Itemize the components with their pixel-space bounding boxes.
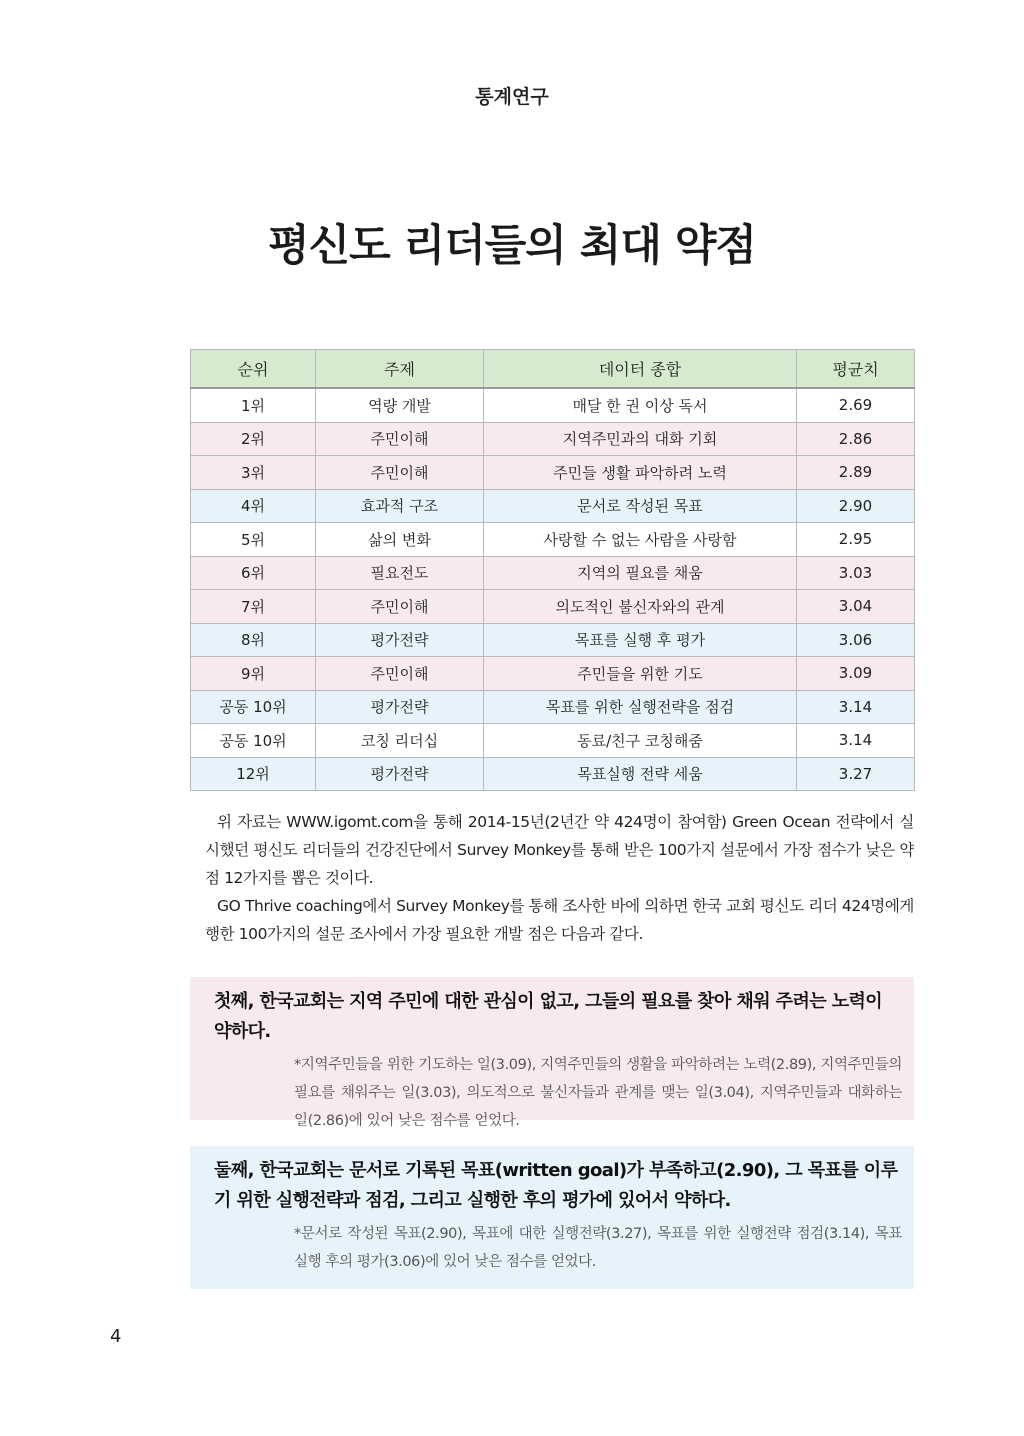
topic-cell: 주민이해 <box>316 422 484 456</box>
summary-cell: 목표실행 전략 세움 <box>484 757 797 791</box>
second-finding-title: 둘째, 한국교회는 문서로 기록된 목표(written goal)가 부족하고(2.90), 그 목표를 이루기 위한 실행전략과 점검, 그리고 실행한 후의 평가에 있어서 약하다. <box>214 1160 898 1211</box>
weakness-ranking-table <box>190 349 915 791</box>
rank-cell: 5위 <box>191 523 316 557</box>
column-header-summary: 데이터 종합 <box>484 350 797 389</box>
average-cell: 2.89 <box>797 456 915 490</box>
rank-cell: 7위 <box>191 590 316 624</box>
page-title: 평신도 리더들의 최대 약점 <box>268 221 756 271</box>
table-row <box>191 590 915 624</box>
average-cell: 3.06 <box>797 623 915 657</box>
summary-cell: 목표를 위한 실행전략을 점검 <box>484 690 797 724</box>
average-cell: 3.09 <box>797 657 915 691</box>
average-cell: 3.14 <box>797 724 915 758</box>
topic-cell: 삶의 변화 <box>316 523 484 557</box>
rank-cell: 공동 10위 <box>191 690 316 724</box>
average-cell: 2.95 <box>797 523 915 557</box>
rank-cell: 12위 <box>191 757 316 791</box>
first-finding-title: 첫째, 한국교회는 지역 주민에 대한 관심이 없고, 그들의 필요를 찾아 채워 주려는 노력이 약하다. <box>214 991 883 1042</box>
column-header-rank: 순위 <box>191 350 316 389</box>
table-row <box>191 690 915 724</box>
topic-cell: 평가전략 <box>316 623 484 657</box>
rank-cell: 3위 <box>191 456 316 490</box>
average-cell: 2.90 <box>797 489 915 523</box>
summary-cell: 의도적인 불신자와의 관계 <box>484 590 797 624</box>
table-row <box>191 657 915 691</box>
average-cell: 3.27 <box>797 757 915 791</box>
table-row <box>191 523 915 557</box>
section-label: 통계연구 <box>475 86 549 108</box>
page-number: 4 <box>110 1326 122 1347</box>
rank-cell: 9위 <box>191 657 316 691</box>
summary-cell: 지역의 필요를 채움 <box>484 556 797 590</box>
table-row <box>191 388 915 422</box>
second-finding-box <box>190 1146 914 1289</box>
average-cell: 3.04 <box>797 590 915 624</box>
summary-cell: 문서로 작성된 목표 <box>484 489 797 523</box>
summary-cell: 지역주민과의 대화 기회 <box>484 422 797 456</box>
rank-cell: 공동 10위 <box>191 724 316 758</box>
topic-cell: 필요전도 <box>316 556 484 590</box>
summary-cell: 주민들 생활 파악하려 노력 <box>484 456 797 490</box>
table-row <box>191 422 915 456</box>
table-row <box>191 456 915 490</box>
summary-cell: 동료/친구 코칭해줌 <box>484 724 797 758</box>
body-paragraph-findings: GO Thrive coaching에서 Survey Monkey를 통해 조사한 바에 의하면 한국 교회 평신도 리더 424명에게 행한 100가지의 설문 조사에서 가장 필요한 개발 점은 다음과 같다. <box>205 897 914 943</box>
rank-cell: 4위 <box>191 489 316 523</box>
body-text <box>205 808 914 948</box>
summary-cell: 주민들을 위한 기도 <box>484 657 797 691</box>
table-header-row <box>191 350 915 389</box>
table-row <box>191 489 915 523</box>
rank-cell: 6위 <box>191 556 316 590</box>
topic-cell: 주민이해 <box>316 657 484 691</box>
average-cell: 3.03 <box>797 556 915 590</box>
rank-cell: 1위 <box>191 388 316 422</box>
average-cell: 2.69 <box>797 388 915 422</box>
table-row <box>191 724 915 758</box>
topic-cell: 역량 개발 <box>316 388 484 422</box>
summary-cell: 목표를 실행 후 평가 <box>484 623 797 657</box>
column-header-topic: 주제 <box>316 350 484 389</box>
topic-cell: 효과적 구조 <box>316 489 484 523</box>
table-row <box>191 623 915 657</box>
summary-cell: 사랑할 수 없는 사람을 사랑함 <box>484 523 797 557</box>
first-finding-box <box>190 977 914 1129</box>
topic-cell: 평가전략 <box>316 690 484 724</box>
rank-cell: 2위 <box>191 422 316 456</box>
table-row <box>191 757 915 791</box>
table-row <box>191 556 915 590</box>
topic-cell: 주민이해 <box>316 456 484 490</box>
topic-cell: 주민이해 <box>316 590 484 624</box>
average-cell: 3.14 <box>797 690 915 724</box>
column-header-average: 평균치 <box>797 350 915 389</box>
second-finding-note: *문서로 작성된 목표(2.90), 목표에 대한 실행전략(3.27), 목표를 위한 실행전략 점검(3.14), 목표 실행 후의 평가(3.06)에 있어 낮은 점수를 얻었다. <box>294 1226 902 1270</box>
rank-cell: 8위 <box>191 623 316 657</box>
summary-cell: 매달 한 권 이상 독서 <box>484 388 797 422</box>
body-paragraph-source: 위 자료는 WWW.igomt.com을 통해 2014-15년(2년간 약 424명이 참여함) Green Ocean 전략에서 실시했던 평신도 리더들의 건강진단에서 Survey Monkey를 통해 받은 100가지 설문에서 가장 점수가 낮은 약점 12가지를 뽑은 것이다. <box>205 813 914 887</box>
average-cell: 2.86 <box>797 422 915 456</box>
topic-cell: 코칭 리더십 <box>316 724 484 758</box>
first-finding-note: *지역주민들을 위한 기도하는 일(3.09), 지역주민들의 생활을 파악하려는 노력(2.89), 지역주민들의 필요를 채워주는 일(3.03), 의도적으로 불신자들과 관계를 맺는 일(3.04), 지역주민들과 대화하는 일(2.86)에 있어 낮은 점수를 얻었다. <box>294 1057 902 1129</box>
topic-cell: 평가전략 <box>316 757 484 791</box>
